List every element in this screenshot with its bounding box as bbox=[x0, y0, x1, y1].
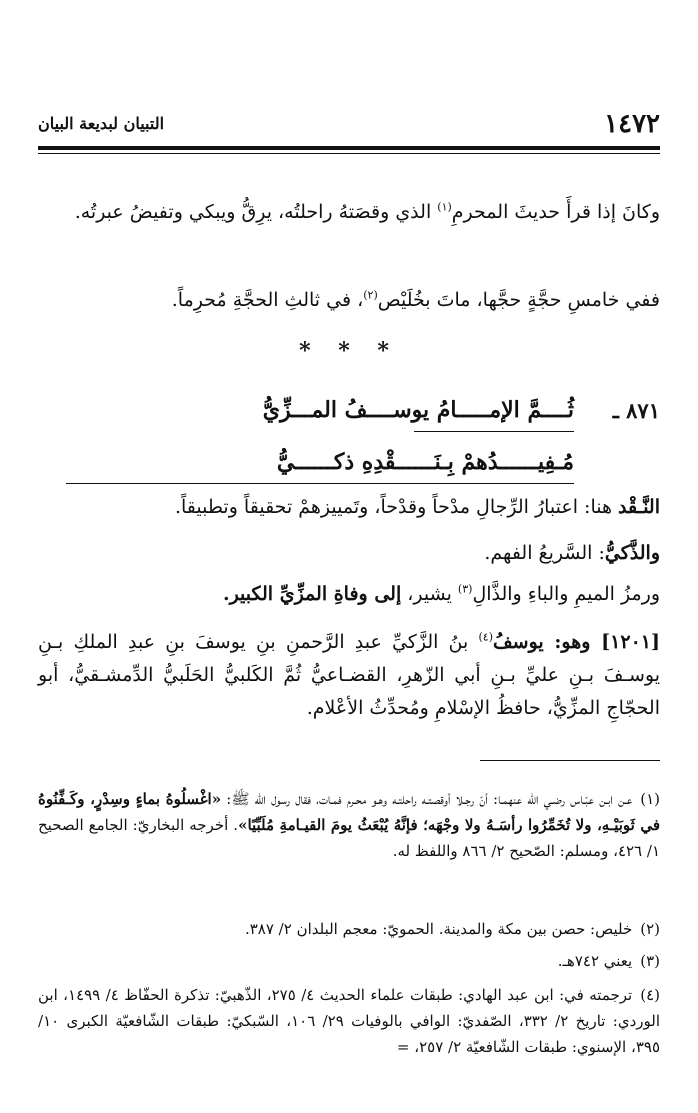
footnote-ref[interactable]: (٢) bbox=[363, 288, 378, 302]
footnote-text: . أخرجه البخاريّ: الجامع الصحيح ١/ ٤٢٦، ومسلم: الصّحيح ٢/ ٨٦٦ واللفظ له. bbox=[38, 816, 660, 860]
footnote-4 bbox=[38, 982, 660, 1060]
paragraph-text: الذي وقصَتهُ راحلتُه، يرِقُّ ويبكي وتفيضُ عبرتُه. bbox=[74, 201, 438, 223]
verse-underline-2 bbox=[66, 483, 574, 484]
paragraph-text: ، في ثالثِ الحجَّةِ مُحرِماً. bbox=[171, 289, 364, 311]
definition-dhaki bbox=[38, 539, 660, 567]
paragraph-bold-text: إلى وفاةِ المزِّيِّ الكبير. bbox=[222, 583, 402, 605]
footnote-ref[interactable]: (١) bbox=[437, 200, 452, 214]
biography-paragraph bbox=[38, 626, 660, 725]
footnote-text: يعني ٧٤٢هـ. bbox=[557, 952, 633, 970]
verse-underline-1 bbox=[414, 431, 574, 432]
definition-text: هنا: اعتبارُ الرِّجالِ مدْحاً وقدْحاً، وتَمييزهمْ تحقيقاً وتطبيقاً. bbox=[174, 496, 619, 518]
header-rule-thin bbox=[38, 153, 660, 154]
footnote-rule bbox=[480, 760, 660, 761]
definition-term: النَّـقْد bbox=[618, 496, 660, 518]
footnote-number: (٣) bbox=[640, 952, 660, 970]
hadith-quote: «اغْسلُوهُ بماءٍ وسِدْرٍ، وكَـفِّنُوهُ في ثَوبَيْـهِ، ولا تُخَمِّرُوا رأسَـهُ ولا وجْهَه؛ فإنَّهُ يُبْعَثُ يومَ القيـامةِ مُلَبِّيًا» bbox=[38, 790, 660, 834]
section-separator: * * * bbox=[299, 338, 399, 364]
footnote-text: عـن ابـن عبّـاس رضـي الله عنهمـا: أنّ رجـلا أوقصتـه راحلتـه وهـو محـرم فمـات، فقال رسول الله ﷺ: bbox=[221, 790, 633, 808]
verse-line-2: مُـفِيــــــدُهمْ بِـنَــــــقْدِهِ ذكــــــيُّ bbox=[276, 449, 574, 475]
paragraph-text: وكانَ إذا قرأَ حديثَ المحرمِ bbox=[451, 201, 660, 223]
footnote-number: (١) bbox=[640, 790, 660, 808]
paragraph-text: بنُ الزَّكيِّ عبدِ الرَّحمنِ بنِ يوسفَ بنِ عبدِ الملكِ بـنِ يوسـفَ بـنِ عليِّ بـنِ أبي الزّهرِ، القضـاعيُّ ثُمَّ الكَلبيُّ الحَلَبيُّ الدِّمشـقيُّ، أبو الحجّاجِ المزِّيُّ، حافظُ الإسْلامِ ومُحدِّثُ الأعْلام. bbox=[38, 631, 660, 719]
footnote-ref[interactable]: (٣) bbox=[457, 582, 473, 596]
footnote-1 bbox=[38, 786, 660, 864]
definition-term: والذَّكيُّ bbox=[604, 542, 660, 564]
verse-line-1: ثُــــمَّ الإمـــــامُ يوســــفُ المـــزِّيُّ bbox=[262, 397, 574, 423]
running-title: التبيان لبديعة البيان bbox=[38, 114, 165, 133]
paragraph-2 bbox=[38, 286, 660, 314]
footnote-text: ترجمته في: ابن عبد الهادي: طبقات علماء الحديث ٤/ ٢٧٥، الذّهبيّ: تذكرة الحفّاظ ٤/ ١٤٩٩، ابن الوردي: تاريخ ٢/ ٣٣٢، الصّفديّ: الوافي بالوفيات ٢٩/ ١٠٦، السّبكيّ: طبقات الشّافعيّة الكبرى ١٠/ ٣٩٥، الإسنوي: طبقات الشّافعيّة ٢/ ٢٥٧، = bbox=[38, 986, 660, 1056]
paragraph-text: يشير، bbox=[401, 583, 458, 605]
page-header bbox=[38, 108, 660, 140]
paragraph-1 bbox=[38, 198, 660, 226]
date-code-line bbox=[38, 580, 660, 608]
verse-number: ٨٧١ ـ bbox=[612, 398, 660, 423]
header-rule-thick bbox=[38, 146, 660, 150]
paragraph-text: ففي خامسِ حجَّةٍ حجَّها، ماتَ بخُلَيْص bbox=[377, 289, 660, 311]
paragraph-text: ورمزُ الميمِ والباءِ والذَّالِ bbox=[472, 583, 660, 605]
paragraph-text: وهو: يوسفُ bbox=[492, 631, 602, 653]
definition-naqd bbox=[38, 493, 660, 521]
footnote-number: (٤) bbox=[640, 986, 661, 1004]
definition-text: : السَّريعُ الفهم. bbox=[484, 542, 605, 564]
footnote-2 bbox=[38, 916, 660, 942]
footnote-text: خليص: حصن بين مكة والمدينة. الحمويّ: معجم البلدان ٢/ ٣٨٧. bbox=[244, 920, 633, 938]
footnote-number: (٢) bbox=[640, 920, 660, 938]
footnote-ref[interactable]: (٤) bbox=[478, 630, 493, 644]
page-number: ١٤٧٢ bbox=[604, 109, 660, 139]
entry-number: [١٢٠١] bbox=[601, 631, 660, 653]
footnote-3 bbox=[38, 948, 660, 974]
